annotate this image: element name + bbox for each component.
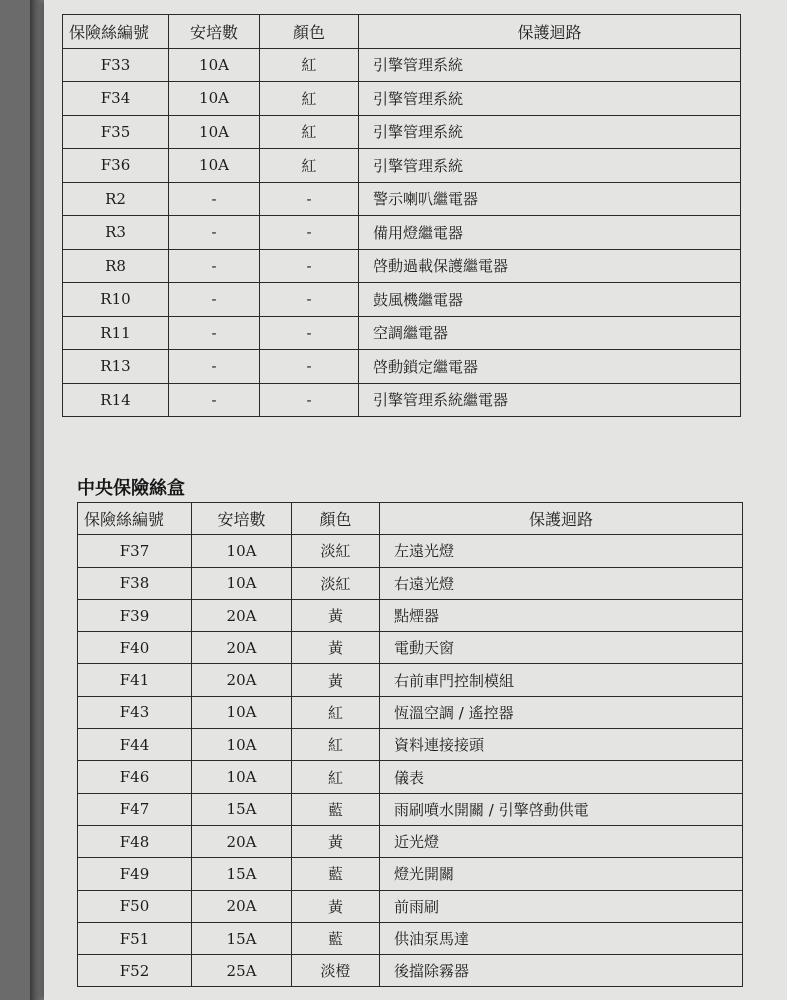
cell-color: - bbox=[260, 249, 359, 283]
cell-amperage: 10A bbox=[169, 48, 260, 82]
cell-amperage: 20A bbox=[192, 599, 292, 631]
cell-protected-circuit: 供油泵馬達 bbox=[380, 922, 743, 954]
cell-protected-circuit: 啓動過載保護繼電器 bbox=[359, 249, 741, 283]
header-color: 顏色 bbox=[292, 503, 380, 535]
table-header-row bbox=[63, 15, 741, 49]
cell-amperage: - bbox=[169, 249, 260, 283]
cell-color: 紅 bbox=[292, 761, 380, 793]
cell-amperage: - bbox=[169, 316, 260, 350]
cell-color: 黃 bbox=[292, 890, 380, 922]
cell-fuse-number: R2 bbox=[63, 182, 169, 216]
cell-color: 黃 bbox=[292, 664, 380, 696]
table-row bbox=[78, 664, 743, 696]
cell-color: 藍 bbox=[292, 793, 380, 825]
cell-fuse-number: R3 bbox=[63, 216, 169, 250]
cell-protected-circuit: 右前車門控制模組 bbox=[380, 664, 743, 696]
cell-fuse-number: F35 bbox=[63, 115, 169, 149]
table-row bbox=[63, 82, 741, 116]
cell-fuse-number: R8 bbox=[63, 249, 169, 283]
table-row bbox=[78, 858, 743, 890]
cell-fuse-number: F44 bbox=[78, 729, 192, 761]
cell-protected-circuit: 空調繼電器 bbox=[359, 316, 741, 350]
cell-fuse-number: F43 bbox=[78, 696, 192, 728]
cell-fuse-number: F50 bbox=[78, 890, 192, 922]
header-fuse-number: 保險絲編號 bbox=[63, 15, 169, 49]
cell-amperage: 10A bbox=[192, 729, 292, 761]
header-color: 顏色 bbox=[260, 15, 359, 49]
cell-fuse-number: F52 bbox=[78, 955, 192, 987]
cell-color: - bbox=[260, 182, 359, 216]
table-row bbox=[63, 283, 741, 317]
cell-protected-circuit: 引擎管理系統 bbox=[359, 149, 741, 183]
cell-amperage: 20A bbox=[192, 825, 292, 857]
cell-amperage: 20A bbox=[192, 890, 292, 922]
cell-fuse-number: R10 bbox=[63, 283, 169, 317]
cell-fuse-number: F37 bbox=[78, 535, 192, 567]
table-row bbox=[78, 567, 743, 599]
cell-color: 淡橙 bbox=[292, 955, 380, 987]
cell-color: - bbox=[260, 216, 359, 250]
section-title-central-fuse-box: 中央保險絲盒 bbox=[77, 478, 185, 499]
cell-protected-circuit: 後擋除霧器 bbox=[380, 955, 743, 987]
cell-protected-circuit: 鼓風機繼電器 bbox=[359, 283, 741, 317]
table-row bbox=[63, 350, 741, 384]
cell-fuse-number: F34 bbox=[63, 82, 169, 116]
cell-amperage: - bbox=[169, 216, 260, 250]
cell-fuse-number: F36 bbox=[63, 149, 169, 183]
cell-protected-circuit: 右遠光燈 bbox=[380, 567, 743, 599]
cell-protected-circuit: 點煙器 bbox=[380, 599, 743, 631]
table-row bbox=[78, 696, 743, 728]
cell-fuse-number: F46 bbox=[78, 761, 192, 793]
fuse-table-2 bbox=[77, 502, 743, 987]
cell-amperage: 15A bbox=[192, 793, 292, 825]
header-protected-circuit: 保護迴路 bbox=[359, 15, 741, 49]
cell-protected-circuit: 電動天窗 bbox=[380, 632, 743, 664]
table-row bbox=[63, 182, 741, 216]
cell-protected-circuit: 雨刷噴水開關 / 引擎啓動供電 bbox=[380, 793, 743, 825]
cell-color: - bbox=[260, 383, 359, 417]
cell-amperage: 10A bbox=[192, 535, 292, 567]
cell-protected-circuit: 前雨刷 bbox=[380, 890, 743, 922]
cell-amperage: 15A bbox=[192, 922, 292, 954]
cell-fuse-number: R14 bbox=[63, 383, 169, 417]
table-row bbox=[63, 383, 741, 417]
cell-amperage: 10A bbox=[169, 149, 260, 183]
cell-fuse-number: F49 bbox=[78, 858, 192, 890]
cell-fuse-number: R13 bbox=[63, 350, 169, 384]
table-row bbox=[78, 955, 743, 987]
cell-protected-circuit: 備用燈繼電器 bbox=[359, 216, 741, 250]
cell-protected-circuit: 引擎管理系統 bbox=[359, 115, 741, 149]
cell-fuse-number: F33 bbox=[63, 48, 169, 82]
cell-protected-circuit: 警示喇叭繼電器 bbox=[359, 182, 741, 216]
cell-fuse-number: R11 bbox=[63, 316, 169, 350]
table-row bbox=[63, 149, 741, 183]
cell-color: - bbox=[260, 316, 359, 350]
cell-protected-circuit: 恆溫空調 / 遙控器 bbox=[380, 696, 743, 728]
header-fuse-number: 保險絲編號 bbox=[78, 503, 192, 535]
cell-amperage: - bbox=[169, 182, 260, 216]
table-header-row bbox=[78, 503, 743, 535]
cell-color: 紅 bbox=[260, 149, 359, 183]
cell-amperage: 20A bbox=[192, 632, 292, 664]
cell-protected-circuit: 引擎管理系統 bbox=[359, 48, 741, 82]
table-row bbox=[78, 535, 743, 567]
cell-color: - bbox=[260, 283, 359, 317]
header-amperage: 安培數 bbox=[169, 15, 260, 49]
cell-color: 淡紅 bbox=[292, 567, 380, 599]
cell-protected-circuit: 啓動鎖定繼電器 bbox=[359, 350, 741, 384]
cell-color: 紅 bbox=[260, 115, 359, 149]
cell-color: 黃 bbox=[292, 632, 380, 664]
cell-amperage: - bbox=[169, 350, 260, 384]
cell-color: 藍 bbox=[292, 858, 380, 890]
cell-fuse-number: F51 bbox=[78, 922, 192, 954]
cell-color: - bbox=[260, 350, 359, 384]
table-row bbox=[78, 599, 743, 631]
table-row bbox=[63, 115, 741, 149]
cell-amperage: - bbox=[169, 383, 260, 417]
cell-protected-circuit: 儀表 bbox=[380, 761, 743, 793]
cell-amperage: 10A bbox=[169, 82, 260, 116]
cell-fuse-number: F39 bbox=[78, 599, 192, 631]
table-row bbox=[78, 761, 743, 793]
table-row bbox=[78, 922, 743, 954]
cell-color: 紅 bbox=[260, 82, 359, 116]
cell-amperage: 10A bbox=[169, 115, 260, 149]
cell-amperage: 10A bbox=[192, 761, 292, 793]
table-row bbox=[78, 729, 743, 761]
cell-protected-circuit: 引擎管理系統 bbox=[359, 82, 741, 116]
cell-color: 黃 bbox=[292, 825, 380, 857]
cell-fuse-number: F47 bbox=[78, 793, 192, 825]
cell-color: 紅 bbox=[260, 48, 359, 82]
cell-protected-circuit: 近光燈 bbox=[380, 825, 743, 857]
table-row bbox=[78, 890, 743, 922]
cell-amperage: - bbox=[169, 283, 260, 317]
cell-fuse-number: F40 bbox=[78, 632, 192, 664]
cell-color: 淡紅 bbox=[292, 535, 380, 567]
table-row bbox=[63, 316, 741, 350]
table-row bbox=[63, 48, 741, 82]
cell-amperage: 15A bbox=[192, 858, 292, 890]
cell-protected-circuit: 資料連接接頭 bbox=[380, 729, 743, 761]
cell-amperage: 20A bbox=[192, 664, 292, 696]
cell-protected-circuit: 燈光開關 bbox=[380, 858, 743, 890]
cell-fuse-number: F38 bbox=[78, 567, 192, 599]
fuse-table-1 bbox=[62, 14, 741, 417]
cell-color: 黃 bbox=[292, 599, 380, 631]
cell-protected-circuit: 左遠光燈 bbox=[380, 535, 743, 567]
header-protected-circuit: 保護迴路 bbox=[380, 503, 743, 535]
cell-amperage: 10A bbox=[192, 567, 292, 599]
cell-fuse-number: F41 bbox=[78, 664, 192, 696]
cell-color: 藍 bbox=[292, 922, 380, 954]
cell-color: 紅 bbox=[292, 696, 380, 728]
table-row bbox=[78, 632, 743, 664]
cell-amperage: 10A bbox=[192, 696, 292, 728]
cell-fuse-number: F48 bbox=[78, 825, 192, 857]
table-row bbox=[78, 825, 743, 857]
cell-amperage: 25A bbox=[192, 955, 292, 987]
table-row bbox=[78, 793, 743, 825]
cell-protected-circuit: 引擎管理系統繼電器 bbox=[359, 383, 741, 417]
table-row bbox=[63, 249, 741, 283]
book-gutter bbox=[30, 0, 44, 1000]
header-amperage: 安培數 bbox=[192, 503, 292, 535]
cell-color: 紅 bbox=[292, 729, 380, 761]
table-row bbox=[63, 216, 741, 250]
